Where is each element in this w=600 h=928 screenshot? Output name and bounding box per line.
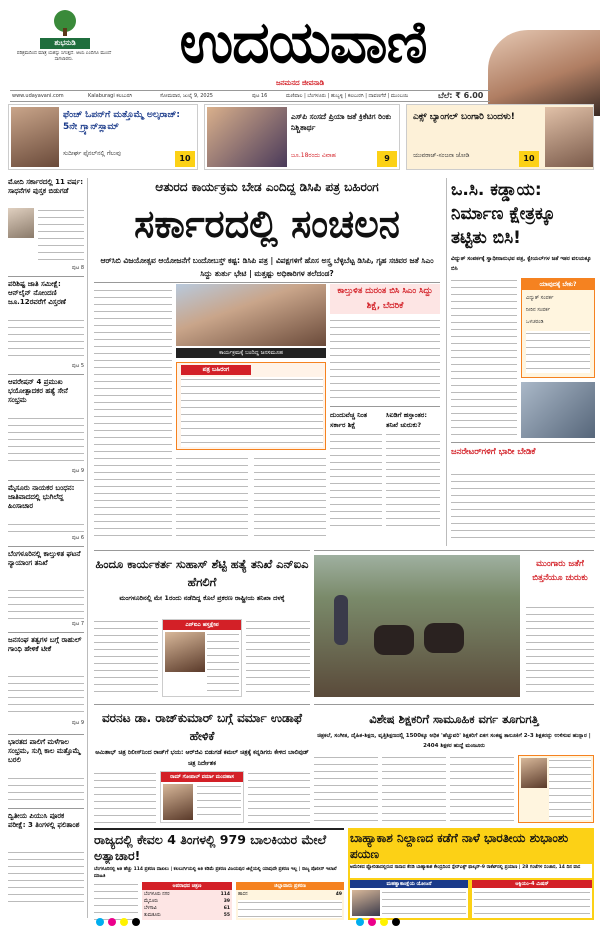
lead-side-body: [330, 318, 440, 402]
photo-story[interactable]: [314, 550, 594, 700]
reg-dot-magenta-2: [368, 918, 376, 926]
stat-2-label: ಮೈಸೂರು: [144, 899, 158, 904]
lead-deck: ಆರ್‌ಸಿಬಿ ವಿಜಯೋತ್ಸವ ಆಯೋಜನೆಗೆ ಬಂದೋಬಸ್ತ್ ಕಷ್ಟ: ಡಿಸಿಪಿ ಪತ್ರ | ವಿಪಕ್ಷಗಳಿಗೆ ಹೊಸ ಅಸ್ತ್ರ ಬೆಳ್ಳಿಬೆಟ್ಟ ಡಿಸಿಪಿ, ಗೃಹ ಸಚಿವರ ಜತೆ ಸಿಎಂ ಸಿದ್ದು ತುರ್ತು ಭೇಟಿ | ಮತ್ತಷ್ಟು ಅಧಿಕಾರಿಗಳ ತಲೆದಂಡ?: [100, 256, 434, 278]
lead-side-head: ಕಾಲ್ತುಳಿತ ದುರಂತ ಬಿಸಿ ಸಿಎಂ ಸಿದ್ದು ಶಿಕ್ಷೆ, ಬೆದರಿಕೆ: [330, 284, 440, 314]
teaser-3-page: 10: [519, 151, 539, 167]
stat-2-value: 39: [223, 899, 230, 904]
story-varma-box-lines: [197, 784, 241, 820]
cities: ಮಣಿಪಾಲ | ಬೆಂಗಳೂರು | ಹುಬ್ಬಳ್ಳಿ | ಕಲಬುರಗಿ | ದಾವಣಗೆರೆ | ಮುಂಬಯಿ: [286, 93, 409, 99]
stat-row-5: [238, 892, 342, 898]
story-space-headline: ಬಾಹ್ಯಾಕಾಶ ನಿಲ್ದಾಣದ ಕಡೆಗೆ ನಾಳೆ ಭಾರತೀಯ ಶುಭಾಂಶು ಪಯಣ: [350, 831, 569, 861]
stat-5-value: 49: [335, 892, 342, 897]
teaser-2-sub: ಜೂ.18ರಂದು ವಿವಾಹ: [291, 152, 336, 159]
story-nia-box-lines: [207, 632, 239, 694]
right-top-box-item-1: ವಿದ್ಯುತ್ ಸಂಪರ್ಕ: [526, 295, 554, 301]
stat-3-label: ಬೆಳಗಾವಿ: [144, 906, 157, 911]
right-top-headline: ಒ.ಸಿ. ಕಡ್ಡಾಯ: ನಿರ್ಮಾಣ ಕ್ಷೇತ್ರಕ್ಕೂ ತಟ್ಟಿತು ಬಿಸಿ!: [451, 180, 556, 248]
left-column: [8, 178, 88, 918]
stat-5-label: ಹಾಸನ: [238, 892, 248, 897]
middle-small-2-head: ಸಿಐಡಿಗೆ ಹಸ್ತಾಂತರ: ತನಿಖೆ ಚುರುಕು?: [386, 411, 427, 429]
left-item-5-head: ಬೆಂಗಳೂರಿನಲ್ಲಿ ಕಾಲ್ತುಳಿತ ಘಟನೆ ನ್ಯಾಯಾಂಗ ತನಿಖೆ: [8, 550, 81, 567]
subhanudi-logo: [14, 8, 114, 80]
left-item-2-more: ಪುಟ 5: [71, 363, 84, 369]
teaser-1-sub: ಸುದೀರ್ಘ ಫೈನಲ್‌ನಲ್ಲಿ ಗೆಲುವು: [63, 150, 121, 157]
story-teachers-deck: ಚಿತ್ರಕಲೆ, ಸಂಗೀತ, ದೈಹಿಕ-ಶಿಕ್ಷಣ, ವೃತ್ತಿಶಿಕ್ಷಣದಲ್ಲಿ 1500ಕ್ಕೂ ಅಧಿಕ 'ಹೆಚ್ಚುವರಿ' ಶಿಕ್ಷಕರಿಗೆ ಏಕಗ ಸಂಕಷ್ಟ ತಾಲೂಕಿಗೆ 2-3 ಶಿಕ್ಷಕರನ್ನು ಉಳಿಸುವ ಹುನ್ನಾರ | 2404 ಶಿಕ್ಷಕರ ಹುದ್ದೆ ಮಂಜೂರು: [317, 733, 591, 749]
middle-small-1-head: ದುಂದುವೆಚ್ಚ ನಿಂತ ಸರ್ಕಾರ ಶಿಕ್ಷೆ: [330, 411, 368, 429]
left-item-4[interactable]: [8, 484, 84, 544]
tree-trunk-icon: [63, 28, 67, 36]
teaser-1[interactable]: [8, 104, 198, 170]
story-nia-box: [162, 619, 242, 697]
right-top-box-title: ಯಾವುದಕ್ಕೆ ಬೇಕು?: [522, 279, 594, 290]
story-nia-headline: ಹಿಂದೂ ಕಾರ್ಯಕರ್ತ ಸುಹಾಸ್ ಶೆಟ್ಟಿ ಹತ್ಯೆ ತನಿಖೆ ಎನ್‌ಐಎ ಹೆಗಲಿಗೆ: [95, 557, 309, 589]
stat-4-label: ತುಮಕೂರು: [144, 913, 161, 918]
story-varma-headline: ವರನಟ ಡಾ. ರಾಜ್‌ಕುಮಾರ್ ಬಗ್ಗೆ ವರ್ಮಾ ಉಡಾಫೆ ಹೇಳಿಕೆ: [101, 711, 303, 743]
story-nia-body-1: [94, 619, 158, 697]
right-top-box-item-3: ಒಳಚರಂಡಿ: [526, 319, 544, 325]
lead-kicker: ಆತುರದ ಕಾರ್ಯಕ್ರಮ ಬೇಡ ಎಂದಿದ್ದ ಡಿಸಿಪಿ ಪತ್ರ ಬಹಿರಂಗ: [155, 180, 379, 194]
story-varma-body-1: [94, 771, 156, 823]
right-top-side-body: [451, 472, 595, 538]
teaser-1-title: ಫೆಂಚ್ ಓಪನ್‌ಗೆ ಮತ್ತೊಮ್ಮೆ ಅಲ್ಕರಾಜ್: 5ನೇ ಗ್ರ್ಯಾನ್‌ಸ್ಲಾಮ್: [63, 110, 181, 132]
stat-1-label: ಬೆಂಗಳೂರು ನಗರ: [144, 892, 170, 897]
left-item-2-body: [8, 318, 84, 362]
story-teachers[interactable]: [314, 704, 594, 824]
story-crime-body: [94, 882, 138, 920]
story-space-box-2-title: ಆಕ್ಸಿಯಂ-4 ಮಿಷನ್: [472, 880, 592, 888]
teaser-2-page: 9: [377, 151, 397, 167]
story-crime-box-2-title: ಜಿಲ್ಲಾವಾರು ಪ್ರಕರಣ: [236, 882, 344, 890]
teaser-1-page: 10: [175, 151, 195, 167]
story-teachers-body-3: [450, 755, 514, 823]
right-top-side-head: ಜನರೇಟರ್‌ಗಳಿಗೆ ಭಾರೀ ಬೇಡಿಕೆ: [451, 447, 536, 457]
left-item-1-more: ಪುಟ 8: [71, 265, 84, 271]
story-crime-box-1: [142, 882, 232, 920]
stat-row-3: [144, 906, 230, 912]
stat-4-value: 55: [223, 913, 230, 918]
story-nia-photo: [165, 632, 205, 672]
left-item-3-body: [8, 416, 84, 466]
story-crime-headline: ರಾಜ್ಯದಲ್ಲಿ ಕೇವಲ 4 ತಿಂಗಳಲ್ಲಿ 979 ಬಾಲಕಿಯರ ಮೇಲೆ ಅತ್ಯಾಚಾರ!: [94, 832, 327, 863]
left-item-3-head: ಆಪರೇಷನ್ 4 ಪ್ರಮುಖ ಭಯೋತ್ಪಾದಕರ ಹತ್ಯೆ ಸೇನೆ ಸಂಭ್ರಮ: [8, 378, 68, 404]
logo-caption: ಶುಭನುಡಿ: [40, 38, 90, 49]
left-item-5-more: ಪುಟ 7: [71, 621, 84, 627]
stat-1-value: 114: [220, 892, 230, 897]
masthead-tagline: ಜನಮನದ ಜೀವನಾಡಿ: [275, 79, 325, 87]
lead-story[interactable]: [94, 178, 440, 546]
teaser-3-sub: ಯುವರಾಜ್-ಸಂಜನಾ ಜೋಡಿ: [413, 152, 470, 159]
teaser-2[interactable]: [204, 104, 400, 170]
lead-photo-caption: ಕಾರ್ಯಕ್ರಮಕ್ಕೆ ಬಂದಿದ್ದ ಜನಸಮೂಹ: [176, 348, 326, 358]
lead-photo-tag: ಪತ್ರ ಬಹಿರಂಗ: [181, 365, 251, 375]
story-varma-box: [160, 771, 244, 823]
photo-story-side-body: [526, 605, 594, 697]
story-nia-box-title: ಎನ್‌ಐಎ ಹಸ್ತಕ್ಷೇಪ: [163, 620, 241, 630]
date: ಸೋಮವಾರ, ಜುಲೈ 9, 2025: [160, 93, 213, 99]
teaser-3-photo: [545, 107, 593, 167]
left-item-5-body: [8, 588, 84, 620]
story-teachers-photo: [521, 758, 547, 788]
left-item-2-head: ಪರಿಶಿಷ್ಟ ಜಾತಿ ಸಮೀಕ್ಷೆ: ಆನ್‌ಲೈನ್ ನೋಂದಣಿ ಜೂ.12ರವರೆಗೆ ವಿಸ್ತರಣೆ: [8, 280, 66, 306]
reg-dot-magenta: [108, 918, 116, 926]
astronaut-photo: [352, 890, 380, 916]
left-item-8-head: ದ್ವಿತೀಯ ಪಿಯುಸಿ ಪೂರಕ ಪರೀಕ್ಷೆ: 3 ತಿಂಗಳಲ್ಲಿ ಫಲಿತಾಂಶ: [8, 812, 80, 829]
website[interactable]: www.udayavani.com: [12, 93, 64, 99]
lead-side-box[interactable]: [330, 284, 440, 538]
left-item-6-body: [8, 674, 84, 718]
farm-photo: [314, 555, 520, 697]
left-item-3[interactable]: [8, 378, 84, 478]
left-item-1[interactable]: [8, 178, 84, 274]
photo-story-side-head: ಮುಂಗಾರು ಜತೆಗೆ ಬಿತ್ತನೆಯೂ ಚುರುಕು: [532, 559, 588, 583]
story-varma[interactable]: [94, 704, 310, 824]
lead-headline: ಸರ್ಕಾರದಲ್ಲಿ ಸಂಚಲನ: [134, 202, 400, 246]
reg-dot-cyan: [96, 918, 104, 926]
story-nia[interactable]: [94, 550, 310, 700]
left-item-7-body: [8, 776, 84, 802]
left-item-1-photo: [8, 208, 34, 238]
lead-body-col-2: [176, 456, 248, 538]
info-bar: [10, 90, 490, 102]
left-item-6[interactable]: [8, 636, 84, 730]
right-top-box-lines: [526, 331, 590, 373]
story-space[interactable]: [348, 828, 594, 920]
left-item-4-head: ಮೈಸೂರು ನಾಯಕರ ಬಂಧನ: ಜಾತಿವಾದದಲ್ಲಿ ಭುಗಿಲೆದ್ದ ಹಿಂಸಾಚಾರ: [8, 484, 75, 510]
left-item-4-more: ಪುಟ 6: [71, 535, 84, 541]
price: ಬೆಲೆ: ₹ 6.00: [438, 91, 484, 100]
story-teachers-headline: ವಿಶೇಷ ಶಿಕ್ಷಕರಿಗೆ ಸಾಮೂಹಿಕ ವರ್ಗ ತೂಗುಗತ್ತಿ: [369, 712, 539, 726]
teaser-2-title: ಎಸ್‌ಪಿ ಸಂಸದೆ ಪ್ರಿಯಾ ಜತೆ ಕ್ರಿಕೆಟಿಗ ರಿಂಕು ನಿಶ್ಚಿತಾರ್ಥ: [291, 112, 392, 132]
story-crime-box-2-lines: [238, 900, 342, 918]
story-teachers-body-1: [314, 755, 378, 823]
teaser-3[interactable]: [406, 104, 594, 170]
middle-small-2-body: [386, 432, 440, 532]
left-item-2[interactable]: [8, 280, 84, 372]
middle-small-1-body: [330, 432, 382, 532]
reg-dot-yellow: [120, 918, 128, 926]
left-item-4-body: [8, 522, 84, 534]
teaser-strip: [0, 104, 600, 172]
story-crime-box-2: [236, 882, 344, 920]
stat-row-4: [144, 913, 230, 919]
left-item-8[interactable]: [8, 812, 84, 912]
right-top-story[interactable]: [446, 178, 594, 546]
left-item-7[interactable]: [8, 738, 84, 804]
teaser-3-title: ಎಕ್ಸ್ ಬ್ಯಾಂಗಲ್ ಬಂಗಾರಿ ಬಂದಳು!: [413, 112, 515, 122]
stat-row-2: [144, 899, 230, 905]
story-crime-box-1-title: ಅಪರಾಧದ ಚಿತ್ರಣ: [142, 882, 232, 890]
left-item-8-body: [8, 850, 84, 908]
teaser-2-photo: [207, 107, 287, 167]
lead-highlight-lines: [181, 377, 323, 447]
lead-highlight-box: [176, 362, 326, 450]
lead-photo: [176, 284, 326, 346]
farmer-icon: [334, 595, 348, 645]
reg-dot-black: [132, 918, 140, 926]
left-item-6-head: ಜನಸಂಘ ತತ್ವಗಳ ಬಗ್ಗೆ ರಾಹುಲ್ ಗಾಂಧಿ ಹೇಳಿಕೆ ಟೀಕೆ: [8, 636, 82, 653]
story-varma-body-2: [248, 771, 310, 823]
masthead: [0, 0, 600, 102]
masthead-title: ಉದಯವಾಣಿ: [179, 8, 427, 76]
lead-body-col-1: [94, 288, 172, 538]
ox-icon-1: [374, 625, 414, 655]
story-varma-deck: ಅಮಿತಾಭ್ ಚಿತ್ರ ರಿಲೀಸ್‌ನಿಂದ ರಾಜ್‌ಗೆ ಭಯ: ಆರ್‌ಜಿವಿ ಬಿಡುಗಡೆ ಕಮಲ್ ಚಿತ್ರಕ್ಕೆ ಕನ್ನಡಿಗರು ಕೇಳಿದ ಬಾಲಿವುಡ್ ಚಿತ್ರ ನಿರ್ದೇಶಕ: [95, 749, 309, 767]
story-crime-deck: ಬೆಂಗಳೂರಿನಲ್ಲಿ ಅತಿ ಹೆಚ್ಚು 114 ಪ್ರಕರಣ ದಾಖಲು | ಕಲಬುರ್ಗಿಯಲ್ಲಿ ಅತಿ ಕಡಿಮೆ ಪ್ರಕರಣ ವಿಜಯಪುರ ಜಿಲ್ಲೆಯಲ್ಲಿ ಯಾವುದೇ ಪ್ರಕರಣ ಇಲ್ಲ | ರಾಜ್ಯ ಪೊಲೀಸ್ ಇಲಾಖೆ ಮಾಹಿತಿ: [94, 867, 337, 879]
lead-body-col-3: [254, 456, 326, 538]
edition: Kalaburagi ಕಲಬುರಗಿ: [88, 93, 133, 99]
page-count: ಪುಟ 16: [252, 93, 268, 99]
reg-dot-cyan-2: [356, 918, 364, 926]
teaser-1-photo: [11, 107, 59, 167]
left-item-1-body: [38, 208, 84, 264]
story-space-deck: ಅಮೆರಿಕದ ಫ್ಲೋರಿಡಾದಲ್ಲಿರುವ ನಾಸಾದ ಕೆನಡಿ ಬಾಹ್ಯಾಕಾಶ ಕೇಂದ್ರದಿಂದ ಸ್ಪೇಸ್‌ಎಕ್ಸ್ ಫಾಲ್ಕನ್-9 ರಾಕೆಟ್‌ನಲ್ಲಿ ಪ್ರಯಾಣ | 28 ಗಂಟೆಗಳ ಸಂಚಾರ, 14 ದಿನ ವಾಸ: [350, 864, 592, 878]
left-item-1-head: ಮೋದಿ ಸರ್ಕಾರದಲ್ಲಿ 11 ವರ್ಷ: ಸಾಧನೆಗಳ ಪುಸ್ತಕ ಬಿಡುಗಡೆ: [8, 178, 83, 195]
story-space-box-1-title: ಮಹತ್ವಾಕಾಂಕ್ಷೆಯ ಯೋಜನೆ: [350, 880, 468, 888]
story-varma-box-title: ರಾಮ್ ಗೋಪಾಲ್ ವರ್ಮಾ ಮಂದಹಾಸ: [161, 772, 243, 782]
right-top-body: [451, 278, 517, 438]
left-item-7-head: ಭಾರತದ ಪಾಲಿಗೆ ಮಳೆಗಾಲ ಸಂಭ್ರಮ, ಸುಗ್ಗಿ ಕಾಲ ಮತ್ತೊಮ್ಮೆ ಬರಲಿ: [8, 738, 81, 764]
right-top-deck: ವಿದ್ಯುತ್ ಸಂಪರ್ಕಕ್ಕೆ ಸ್ವಾಧೀನಾನುಭವ ಪತ್ರ, ಕ್ವೇಯಲ್‌ಗಳ ಜತೆ ಇತರ ವಲಯಕ್ಕೂ ಬಿಸಿ: [451, 256, 592, 272]
story-space-box-1-lines: [382, 890, 466, 916]
reg-dot-yellow-2: [380, 918, 388, 926]
logo-text: ಪರಿಶ್ರಮದಿಂದ ಮಾತ್ರ ಯಶಸ್ಸು ಸಿಗುತ್ತದೆ. ಆಲಸಿ ಎಂದಿಗೂ ಮುಂದೆ ಸಾಗಲಾರನು.: [16, 51, 112, 62]
right-top-photo: [521, 382, 595, 438]
story-teachers-box-lines: [549, 758, 591, 820]
story-varma-photo: [163, 784, 193, 820]
story-space-box-2-lines: [474, 890, 590, 916]
left-item-5[interactable]: [8, 550, 84, 630]
story-nia-body-2: [246, 619, 310, 697]
right-top-box-item-2: ನೀರಿನ ಸಂಪರ್ಕ: [526, 307, 551, 313]
story-space-box-2: [472, 880, 592, 918]
stat-3-value: 61: [223, 906, 230, 911]
reg-dot-black-2: [392, 918, 400, 926]
stat-row-1: [144, 892, 230, 898]
right-top-box: [521, 278, 595, 378]
story-teachers-box: [518, 755, 594, 823]
story-nia-deck: ಮಂಗಳೂರಿನಲ್ಲಿ ಮೇ 1ರಂದು ನಡೆದಿದ್ದ ಕೊಲೆ ಪ್ರಕರಣ ರಾಷ್ಟ್ರೀಯ ತನಿಖಾ ದಳಕ್ಕೆ: [119, 594, 285, 602]
story-teachers-body-2: [382, 755, 446, 823]
left-item-6-more: ಪುಟ 9: [71, 720, 84, 726]
story-space-box-1: [350, 880, 468, 918]
left-item-3-more: ಪುಟ 9: [71, 468, 84, 474]
ox-icon-2: [424, 623, 464, 653]
story-crime[interactable]: [94, 828, 344, 920]
